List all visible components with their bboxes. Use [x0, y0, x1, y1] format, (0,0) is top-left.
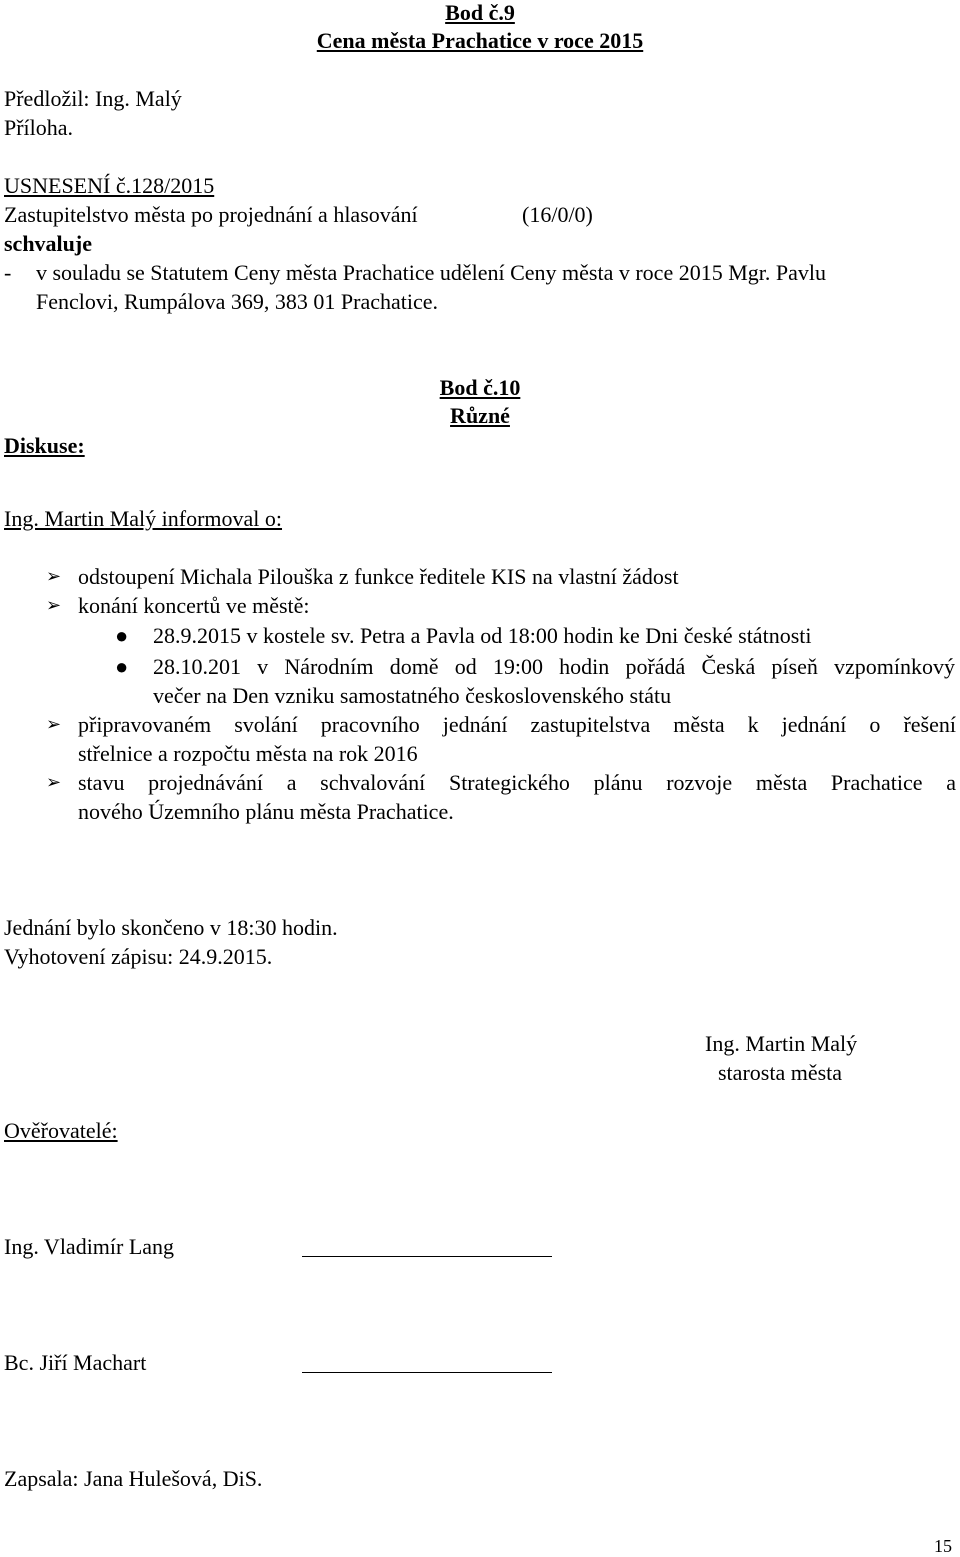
bod9-title: Bod č.9 [445, 0, 515, 25]
arrow-icon: ➢ [46, 595, 62, 615]
concert-item: 28.9.2015 v kostele sv. Petra a Pavla od 18:00 hodin ke Dni české státnosti [153, 623, 812, 648]
usneseni-number: USNESENÍ č.128/2015 [4, 173, 215, 198]
usneseni-body: Zastupitelstvo města po projednání a hlasování [4, 202, 418, 227]
discussion-item: odstoupení Michala Pilouška z funkce ředitele KIS na vlastní žádost [78, 564, 679, 589]
verifier-name: Ing. Vladimír Lang [4, 1234, 175, 1259]
usneseni-vote: (16/0/0) [522, 202, 593, 227]
discussion-item-line2: střelnice a rozpočtu města na rok 2016 [78, 741, 418, 766]
usneseni-item-line2: Fenclovi, Rumpálova 369, 383 01 Prachatice. [36, 289, 439, 314]
discussion-item-line2: nového Územního plánu města Prachatice. [78, 799, 454, 824]
priloha: Příloha. [4, 115, 74, 140]
signature-line [302, 1256, 552, 1257]
bod10-title: Bod č.10 [439, 375, 521, 400]
verifiers-label: Ověřovatelé: [4, 1118, 118, 1143]
concert-item [153, 656, 955, 678]
mayor-title: starosta města [718, 1060, 843, 1085]
usneseni-dash: - [4, 260, 12, 285]
bod10-subtitle: Různé [450, 403, 510, 428]
concert-item-continuation: večer na Den vzniku samostatného československého státu [153, 683, 672, 708]
discussion-item [78, 714, 956, 736]
mayor-name: Ing. Martin Malý [705, 1031, 858, 1056]
meeting-ended: Jednání bylo skončeno v 18:30 hodin. [4, 915, 338, 940]
bod9-subtitle: Cena města Prachatice v roce 2015 [316, 28, 644, 53]
diskuse-label: Diskuse: [4, 433, 85, 458]
informoval: Ing. Martin Malý informoval o: [4, 506, 283, 531]
concert-item-text: 28.10.201 v Národním domě od 19:00 hodin pořádá Česká píseň vzpomínkový [153, 654, 955, 679]
discussion-item [78, 772, 956, 794]
bullet-icon: ● [115, 623, 129, 648]
signature-line [302, 1372, 552, 1373]
discussion-item: konání koncertů ve městě: [78, 593, 310, 618]
page-number: 15 [934, 1536, 952, 1556]
arrow-icon: ➢ [46, 566, 62, 586]
usneseni-verb: schvaluje [4, 231, 92, 256]
bullet-icon: ● [115, 654, 129, 679]
arrow-icon: ➢ [46, 772, 62, 792]
verifier-name: Bc. Jiří Machart [4, 1350, 147, 1375]
vyhotoveni: Vyhotovení zápisu: 24.9.2015. [4, 944, 273, 969]
usneseni-item-line1: v souladu se Statutem Ceny města Prachatice udělení Ceny města v roce 2015 Mgr. Pavlu [36, 260, 826, 285]
arrow-icon: ➢ [46, 714, 62, 734]
recorder: Zapsala: Jana Hulešová, DiS. [4, 1466, 263, 1491]
discussion-item-line1: stavu projednávání a schvalování Strategického plánu rozvoje města Prachatice a [78, 770, 956, 795]
discussion-item-line1: připravovaném svolání pracovního jednání zastupitelstva města k jednání o řešení [78, 712, 956, 737]
predlozil: Předložil: Ing. Malý [4, 86, 182, 111]
